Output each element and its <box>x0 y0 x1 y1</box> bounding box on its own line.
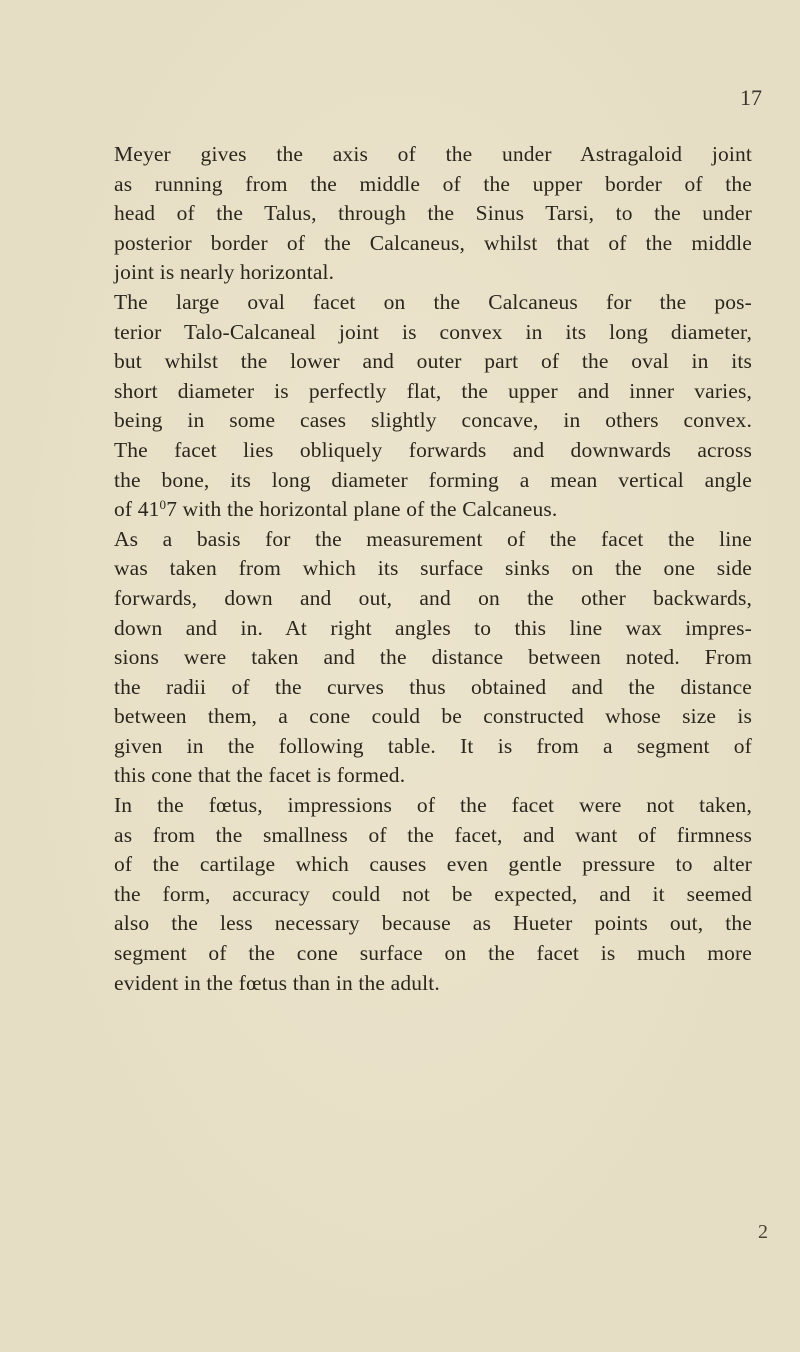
paragraph-oval-facet <box>82 288 752 525</box>
text-line: the bone, its long diameter forming a mean vertical angle <box>114 467 752 492</box>
angle-line-after: 7 with the horizontal plane of the Calcaneus. <box>166 497 558 522</box>
body-text <box>82 140 752 998</box>
text-line: joint is nearly horizontal. <box>114 260 335 285</box>
signature-mark: 2 <box>758 1221 768 1243</box>
degree-superscript: 0 <box>159 497 167 513</box>
text-line: As a basis for the measurement of the facet the line <box>114 526 752 551</box>
text-line: also the less necessary because as Hueter points out, the <box>114 911 752 936</box>
text-line: was taken from which its surface sinks on the one side <box>114 556 752 581</box>
text-line: segment of the cone surface on the facet is much more <box>114 941 752 966</box>
angle-line <box>82 495 752 525</box>
text-line: forwards, down and out, and on the other backwards, <box>114 585 752 610</box>
text-line: down and in. At right angles to this line wax impres- <box>114 615 752 640</box>
text-line: In the fœtus, impressions of the facet were not taken, <box>114 793 752 818</box>
text-line: this cone that the facet is formed. <box>114 763 406 788</box>
page-number: 17 <box>740 85 762 110</box>
text-line: short diameter is perfectly flat, the upper and inner varies, <box>114 378 752 403</box>
angle-line-before: of 41 <box>114 497 160 522</box>
text-line: as from the smallness of the facet, and want of firmness <box>114 822 752 847</box>
text-line: being in some cases slightly concave, in others convex. <box>114 408 752 433</box>
text-line: of the cartilage which causes even gentle pressure to alter <box>114 852 752 877</box>
text-line: terior Talo-Calcaneal joint is convex in its long diameter, <box>114 319 752 344</box>
text-line: as running from the middle of the upper border of the <box>114 171 752 196</box>
text-line: but whilst the lower and outer part of the oval in its <box>114 349 752 374</box>
text-line: sions were taken and the distance between noted. From <box>114 645 752 670</box>
text-line: posterior border of the Calcaneus, whilst that of the middle <box>114 230 752 255</box>
text-line: Meyer gives the axis of the under Astragaloid joint <box>114 142 752 166</box>
text-line: between them, a cone could be constructed whose size is <box>114 704 752 729</box>
text-line: The large oval facet on the Calcaneus for the pos- <box>114 289 752 314</box>
paragraph-foetus <box>82 791 752 998</box>
text-line: the radii of the curves thus obtained and the distance <box>114 674 752 699</box>
text-line: the form, accuracy could not be expected, and it seemed <box>114 881 752 906</box>
text-line: head of the Talus, through the Sinus Tarsi, to the under <box>114 201 752 226</box>
paragraph-measurement-basis <box>82 525 752 791</box>
text-line: given in the following table. It is from a segment of <box>114 733 752 758</box>
text-line: evident in the fœtus than in the adult. <box>114 970 440 995</box>
paragraph-meyer-axis <box>82 140 752 288</box>
text-line: The facet lies obliquely forwards and downwards across <box>114 437 752 462</box>
